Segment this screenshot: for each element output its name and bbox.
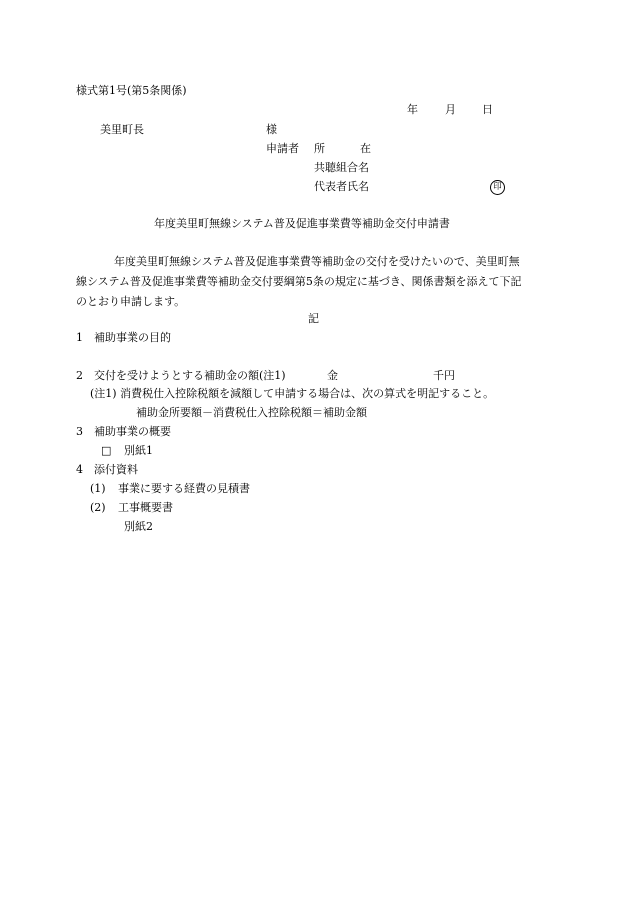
item-1-number: 1: [76, 331, 83, 344]
item-4-label: 添付資料: [94, 463, 138, 476]
applicant-address-1: 所: [314, 142, 325, 155]
date-month: 月: [445, 103, 456, 116]
body-line: 線システム普及促進事業費等補助金交付要綱第5条の規定に基づき、関係書類を添えて下記: [76, 275, 522, 288]
addressee-name: 美里町長: [100, 123, 144, 136]
checkbox-icon: □: [101, 444, 112, 457]
applicant-address-2: 在: [360, 142, 371, 155]
item-4-sub-1-label: 事業に要する経費の見積書: [118, 482, 250, 495]
item-2-label: 交付を受けようとする補助金の額(注1): [94, 369, 286, 382]
item-2-unit: 千円: [433, 369, 455, 382]
date-day: 日: [482, 103, 493, 116]
item-3-attachment: 別紙1: [124, 444, 153, 457]
item-4-number: 4: [76, 463, 83, 476]
ki-heading: 記: [308, 312, 319, 325]
applicant-label: 申請者: [266, 142, 299, 155]
item-4-sub-2-number: (2): [90, 501, 106, 514]
item-3-number: 3: [76, 425, 83, 438]
item-4-attachment: 別紙2: [124, 520, 153, 533]
applicant-representative: 代表者氏名: [314, 180, 369, 193]
item-2-kin: 金: [327, 369, 338, 382]
date-year: 年: [407, 103, 418, 116]
form-number: 様式第1号(第5条関係): [76, 84, 187, 97]
addressee-honorific: 様: [266, 123, 277, 136]
item-1-label: 補助事業の目的: [94, 331, 171, 344]
seal-mark: 印: [490, 180, 505, 195]
item-3-label: 補助事業の概要: [94, 425, 171, 438]
item-2-number: 2: [76, 369, 83, 382]
item-4-sub-1-number: (1): [90, 482, 106, 495]
applicant-association: 共聴組合名: [314, 161, 369, 174]
document-title: 年度美里町無線システム普及促進事業費等補助金交付申請書: [154, 217, 450, 230]
body-line: のとおり申請します。: [76, 295, 186, 308]
note-1: (注1) 消費税仕入控除税額を減額して申請する場合は、次の算式を明記すること。: [90, 387, 495, 400]
formula: 補助金所要額－消費税仕入控除税額＝補助金額: [136, 406, 367, 419]
item-4-sub-2-label: 工事概要書: [118, 501, 173, 514]
body-line: 年度美里町無線システム普及促進事業費等補助金の交付を受けたいので、美里町無: [114, 255, 520, 268]
body-paragraph: [76, 252, 552, 312]
